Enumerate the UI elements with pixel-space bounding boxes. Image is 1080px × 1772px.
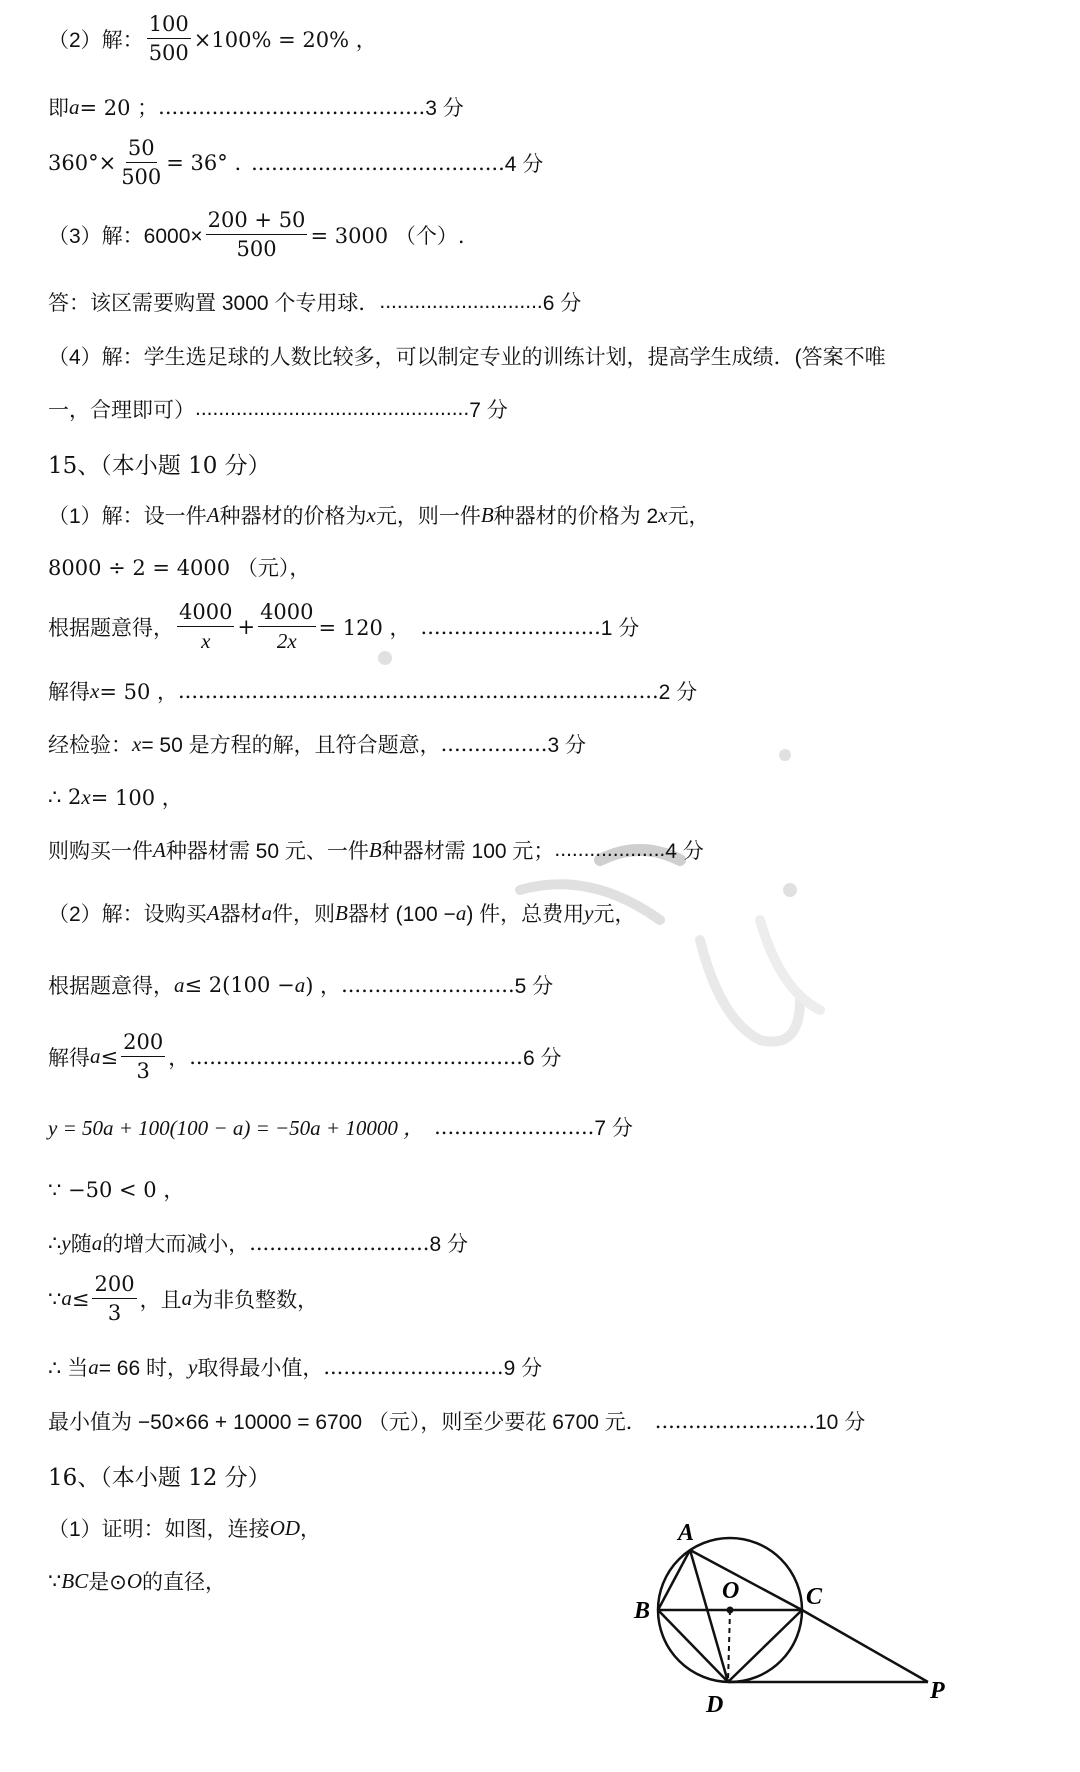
text: ) ， xyxy=(305,974,342,998)
line-angle xyxy=(48,136,543,189)
line-solve-a xyxy=(48,1030,561,1083)
text: 种器材需 100 元； xyxy=(381,840,555,863)
text: = 66 时， xyxy=(98,1357,188,1380)
denominator: 3 xyxy=(136,1059,150,1084)
leader-dots: ...................................... xyxy=(251,150,505,175)
text: 解得 xyxy=(48,681,90,704)
fraction xyxy=(119,136,163,189)
score: 4 分 xyxy=(504,152,544,176)
line-inequality xyxy=(48,970,553,1000)
score: 1 分 xyxy=(600,616,640,640)
leader-dots: ........................................ xyxy=(158,95,426,119)
line-part4 xyxy=(48,341,886,371)
text: 则购买一件 xyxy=(48,840,153,863)
text: 经检验： xyxy=(48,734,132,757)
score: 7 分 xyxy=(594,1117,633,1140)
denominator: x xyxy=(201,629,211,654)
text: = 120 ， xyxy=(318,615,411,640)
heading: 15、（本小题 10 分） xyxy=(48,453,271,479)
text: 件，则 xyxy=(272,903,336,926)
text: 随 xyxy=(70,1233,92,1256)
text: 是⊙ xyxy=(88,1571,127,1594)
center-point xyxy=(727,1607,734,1614)
variable: a xyxy=(90,1044,101,1069)
fraction xyxy=(258,600,315,653)
text: ， xyxy=(168,1045,190,1070)
variable: y xyxy=(188,1354,198,1379)
line-od-dashed xyxy=(728,1610,730,1682)
variable: B xyxy=(335,900,348,925)
text: 360°× xyxy=(48,150,117,175)
variable: a xyxy=(261,900,273,925)
label-p: P xyxy=(930,1678,945,1704)
text: ∵ xyxy=(48,1286,62,1311)
text: ∴ 2 xyxy=(48,785,82,809)
score: 2 分 xyxy=(658,681,698,704)
line-answer xyxy=(48,287,581,317)
line-division xyxy=(48,552,310,582)
text: ，且 xyxy=(139,1288,182,1312)
text: 8000 ÷ 2 = 4000 （元）， xyxy=(48,556,311,580)
score: 10 分 xyxy=(815,1411,866,1434)
line-part4-cont xyxy=(48,394,508,424)
line-diameter xyxy=(48,1566,226,1596)
score: 6 分 xyxy=(522,1046,562,1070)
question-16-heading xyxy=(48,1459,271,1492)
leader-dots: ........................... xyxy=(249,1231,430,1255)
line-a-bound xyxy=(48,1272,318,1325)
numerator: 4000 xyxy=(177,600,234,627)
label-a: A xyxy=(678,1520,695,1546)
text: ) 件，总费用 xyxy=(466,903,585,926)
numerator: 200 + 50 xyxy=(206,208,308,235)
text: = 100 ， xyxy=(90,786,183,810)
variable: a xyxy=(88,1354,99,1379)
leader-dots: ........................... xyxy=(420,614,601,639)
text: （3）解：6000× xyxy=(48,224,203,248)
text: 器材 (100 − xyxy=(347,903,456,926)
text: 种器材需 50 元、一件 xyxy=(165,840,369,863)
variable: x xyxy=(658,502,668,527)
line-ac xyxy=(690,1550,802,1610)
text: ∴ 当 xyxy=(48,1357,89,1380)
line-minimum-value xyxy=(48,1406,865,1436)
text: 一，合理即可） xyxy=(48,399,195,422)
text: = 3000 （个）. xyxy=(310,223,465,248)
numerator: 4000 xyxy=(258,600,315,627)
variable: a xyxy=(91,1230,103,1255)
text: ∵ xyxy=(48,1569,62,1593)
text: = 20 ； xyxy=(79,96,159,120)
text: 根据题意得， xyxy=(48,975,174,998)
variable: B xyxy=(368,837,382,862)
denominator: 3 xyxy=(107,1301,122,1326)
leader-dots: ........................................................................ xyxy=(178,679,659,703)
fraction xyxy=(147,12,191,65)
text: 最小值为 −50×66 + 10000 = 6700 （元），则至少要花 6700 元． xyxy=(48,1411,647,1434)
fraction xyxy=(206,208,308,261)
numerator: 100 xyxy=(147,12,191,39)
leader-dots: ........................ xyxy=(434,1115,595,1139)
text: 根据题意得， xyxy=(48,616,174,640)
label-d: D xyxy=(706,1692,724,1718)
line-2x xyxy=(48,782,183,812)
variable: O xyxy=(126,1568,142,1593)
line-15-2-setup xyxy=(48,898,635,928)
text: ∴ xyxy=(48,1231,62,1255)
denominator: 2x xyxy=(276,629,297,654)
text: = 50 是方程的解，且符合题意， xyxy=(141,734,441,757)
line-ab xyxy=(658,1550,690,1610)
text: 答：该区需要购置 3000 个专用球． xyxy=(48,292,380,315)
line-equation xyxy=(48,600,639,653)
variable: x xyxy=(366,502,376,527)
leader-dots: ............................ xyxy=(379,290,543,313)
text: 元， xyxy=(593,903,636,926)
line-solve-x xyxy=(48,676,697,706)
variable: a xyxy=(294,972,306,997)
line-a-value xyxy=(48,92,464,122)
numerator: 50 xyxy=(126,136,157,163)
line-16-1-proof xyxy=(48,1513,321,1543)
variable: A xyxy=(153,837,166,862)
variable: A xyxy=(206,502,220,527)
variable: OD xyxy=(269,1515,301,1540)
line-cp xyxy=(802,1610,928,1682)
text: ∵ −50 < 0 ， xyxy=(48,1178,185,1202)
geometry-figure xyxy=(628,1508,968,1748)
numerator: 200 xyxy=(121,1030,165,1057)
label-o: O xyxy=(722,1578,740,1604)
score: 7 分 xyxy=(469,399,508,422)
text: 元，则一件 xyxy=(375,505,481,528)
text: （1）证明：如图，连接 xyxy=(48,1518,270,1541)
leader-dots: ................ xyxy=(440,732,548,756)
text: 解得 xyxy=(48,1046,90,1070)
numerator: 200 xyxy=(92,1272,136,1299)
text: 种器材的价格为 2 xyxy=(493,505,659,528)
line-verify xyxy=(48,729,586,759)
variable: a xyxy=(174,972,185,997)
line-part2-solution xyxy=(48,12,377,65)
line-negative-slope xyxy=(48,1174,184,1204)
leader-dots: ................... xyxy=(554,838,666,861)
text: 种器材的价格为 xyxy=(219,505,367,528)
line-part3-solution xyxy=(48,208,465,261)
text: （1）解：设一件 xyxy=(48,505,207,528)
line-cost-function xyxy=(48,1112,633,1142)
leader-dots: ........................... xyxy=(323,1355,504,1379)
text: y = 50a + 100(100 − a) = −50a + 10000 ， xyxy=(48,1116,425,1140)
text: ≤ xyxy=(100,1044,119,1069)
fraction xyxy=(177,600,234,653)
score: 3 分 xyxy=(425,97,464,120)
text: ≤ xyxy=(71,1286,90,1311)
text: 为非负整数， xyxy=(192,1288,319,1312)
line-cd xyxy=(728,1610,802,1682)
line-minimum xyxy=(48,1352,542,1382)
variable: x xyxy=(132,731,142,756)
leader-dots: ............................................... xyxy=(195,397,470,420)
text: 即 xyxy=(48,97,69,120)
variable: BC xyxy=(61,1568,89,1593)
text: （2）解：设购买 xyxy=(48,903,207,926)
operator: + xyxy=(237,614,256,639)
text: 器材 xyxy=(219,903,262,926)
text: ×100% = 20% ， xyxy=(193,27,377,52)
text: ， xyxy=(300,1518,322,1541)
line-15-1-setup xyxy=(48,500,710,530)
score: 4 分 xyxy=(665,840,704,863)
variable: B xyxy=(480,502,494,527)
line-decreasing xyxy=(48,1228,468,1258)
variable: a xyxy=(181,1286,193,1311)
text: ≤ 2(100 − xyxy=(184,973,295,997)
variable: y xyxy=(61,1230,71,1255)
text: （2）解： xyxy=(48,28,144,52)
text: 的直径， xyxy=(142,1571,226,1594)
text: = 36° . xyxy=(166,150,242,175)
score: 3 分 xyxy=(547,734,586,757)
line-prices xyxy=(48,835,704,865)
fraction xyxy=(92,1272,136,1325)
leader-dots: .................................................. xyxy=(189,1044,523,1069)
leader-dots: .......................... xyxy=(341,973,515,997)
variable: A xyxy=(206,900,220,925)
variable: y xyxy=(584,900,594,925)
variable: a xyxy=(455,900,467,925)
fraction xyxy=(121,1030,165,1083)
heading: 16、（本小题 12 分） xyxy=(48,1465,271,1491)
label-c: C xyxy=(806,1584,823,1610)
question-15-heading xyxy=(48,447,271,480)
denominator: 500 xyxy=(236,237,277,262)
variable: a xyxy=(69,94,80,119)
score: 5 分 xyxy=(514,975,554,998)
leader-dots: ........................ xyxy=(654,1409,815,1433)
text: （4）解：学生选足球的人数比较多，可以制定专业的训练计划，提高学生成绩．(答案不唯 xyxy=(48,346,886,369)
text: = 50 ， xyxy=(99,680,178,704)
text: 元， xyxy=(667,505,710,528)
variable: x xyxy=(90,678,100,703)
denominator: 500 xyxy=(121,165,162,190)
variable: a xyxy=(61,1286,72,1311)
text: 的增大而减小， xyxy=(102,1233,250,1256)
variable: x xyxy=(81,784,91,809)
score: 9 分 xyxy=(503,1357,543,1380)
label-b: B xyxy=(634,1598,651,1624)
denominator: 500 xyxy=(148,41,189,66)
text: 取得最小值， xyxy=(197,1357,324,1380)
score: 8 分 xyxy=(429,1233,468,1256)
score: 6 分 xyxy=(542,292,582,315)
